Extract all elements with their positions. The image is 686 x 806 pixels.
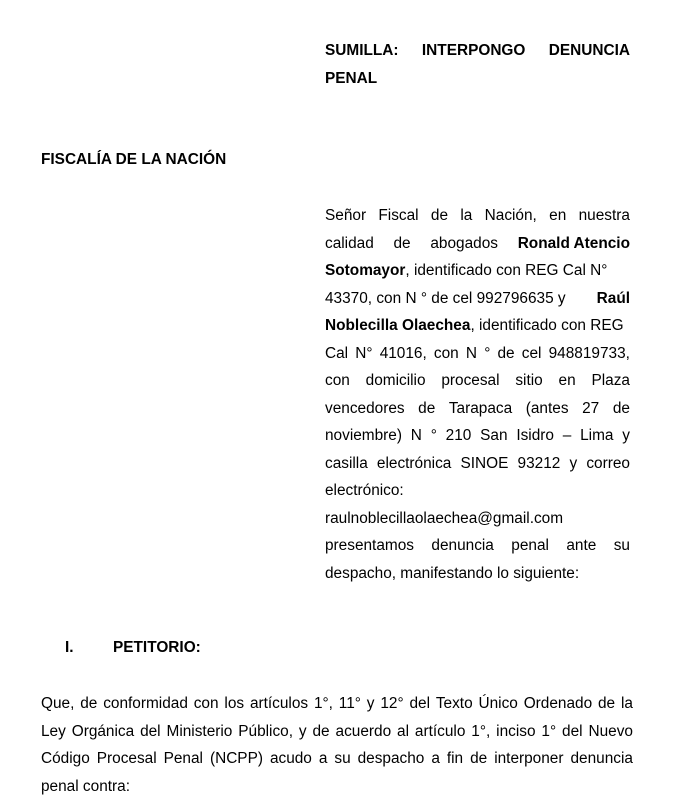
section-number: I. <box>65 639 74 656</box>
word: 41016, <box>379 344 427 362</box>
section-heading <box>65 636 201 660</box>
text-line <box>325 257 630 285</box>
word: SUMILLA: <box>325 42 399 59</box>
word: con <box>325 372 350 389</box>
text: , identificado con REG <box>470 317 624 334</box>
lawyer-name: Ronald Atencio <box>517 234 630 252</box>
word: electrónica <box>376 454 452 472</box>
word: inciso <box>496 722 536 740</box>
word: calidad <box>325 234 374 252</box>
text-line <box>325 202 630 230</box>
word: artículos <box>249 695 309 712</box>
word: Señor <box>325 207 367 224</box>
text-line <box>325 532 630 560</box>
word: de <box>80 695 98 712</box>
section-title: PETITORIO: <box>113 639 201 656</box>
word: a <box>431 750 440 767</box>
word: su <box>334 750 351 767</box>
word: – <box>562 427 572 444</box>
addressee: FISCALÍA DE LA NACIÓN <box>41 151 227 168</box>
text-line: penal contra: <box>41 777 130 795</box>
word: Ministerio <box>166 722 233 740</box>
word: acudo <box>269 750 312 767</box>
word: Ley <box>41 722 66 740</box>
email-address: raulnoblecillaolaechea@gmail.com <box>325 509 564 527</box>
word: Nación, <box>484 207 537 224</box>
word: de <box>612 399 630 417</box>
word: del <box>140 722 161 740</box>
lawyer-name: Noblecilla Olaechea <box>325 317 471 334</box>
text-line: electrónico: <box>325 482 404 499</box>
word: Procesal <box>96 750 157 767</box>
word: presentamos <box>325 537 414 554</box>
word: Isidro <box>516 427 554 444</box>
text-line <box>41 718 633 746</box>
word: y <box>366 695 375 712</box>
text: , identificado con REG Cal N° <box>405 262 608 279</box>
word: (NCPP) <box>209 750 263 767</box>
word: del <box>562 722 583 740</box>
word: de <box>497 344 515 362</box>
word: Nuevo <box>588 722 633 740</box>
word: Cal <box>325 344 349 362</box>
word: ° <box>430 427 437 444</box>
word: Único <box>478 695 518 712</box>
sumilla-line <box>325 37 630 65</box>
text-line <box>325 340 630 368</box>
word: Tarapaca <box>448 399 513 417</box>
word: 1°, <box>471 722 491 740</box>
word: conformidad <box>103 695 188 712</box>
word: 210 <box>445 427 472 444</box>
word: Penal <box>163 750 203 767</box>
word: la <box>460 207 473 224</box>
lawyer-name: Sotomayor <box>325 262 406 279</box>
word: N° <box>355 344 373 362</box>
text-line <box>325 230 630 258</box>
word: los <box>224 695 245 712</box>
word: 12° <box>380 695 404 712</box>
word: su <box>613 537 630 554</box>
word: 948819733, <box>548 344 630 362</box>
word: denuncia <box>570 750 633 767</box>
word: Que, <box>41 695 75 712</box>
text-line <box>41 745 633 773</box>
word: Orgánica <box>71 722 135 740</box>
word: SINOE <box>460 454 509 472</box>
word: en <box>558 372 576 389</box>
lawyer-name: Raúl <box>596 289 630 307</box>
word: con <box>193 695 219 712</box>
text: 43370, con N ° de cel 992796635 y <box>325 289 566 307</box>
word: N <box>410 427 422 444</box>
word: del <box>409 695 430 712</box>
word: y <box>622 427 630 444</box>
text-line <box>41 690 633 718</box>
word: Público, <box>238 722 294 740</box>
text-line <box>325 395 630 423</box>
word: cel <box>521 344 542 362</box>
text-line <box>325 285 630 313</box>
word: N <box>465 344 478 362</box>
word: 27 <box>582 399 600 417</box>
text-line <box>325 312 630 340</box>
word: San <box>480 427 508 444</box>
word: con <box>433 344 459 362</box>
text-line <box>325 450 630 478</box>
word: INTERPONGO <box>421 42 526 59</box>
word: interponer <box>494 750 564 767</box>
word: Texto <box>435 695 473 712</box>
word: de <box>470 750 488 767</box>
word: fin <box>446 750 464 767</box>
intro-paragraph <box>325 202 630 587</box>
word: penal <box>511 537 549 554</box>
word: Plaza <box>591 372 630 389</box>
word: noviembre) <box>325 427 402 444</box>
word: ante <box>566 537 597 554</box>
word: y <box>569 454 578 472</box>
word: Ordenado <box>523 695 593 712</box>
word: en <box>549 207 567 224</box>
word: (antes <box>525 399 569 417</box>
word: de <box>418 399 436 417</box>
word: de <box>393 234 411 252</box>
word: domicilio <box>365 372 426 389</box>
word: 1° <box>541 722 557 740</box>
petitorio-paragraph <box>41 690 633 800</box>
word: Lima <box>580 427 614 444</box>
word: Fiscal <box>378 207 419 224</box>
word: casilla <box>325 454 368 472</box>
word: al <box>397 722 410 740</box>
word: de <box>598 695 616 712</box>
word: de <box>312 722 330 740</box>
word: la <box>620 695 633 712</box>
word: ° <box>484 344 491 362</box>
text-line <box>325 367 630 395</box>
word: vencedores <box>325 399 405 417</box>
word: y <box>298 722 307 740</box>
word: 11° <box>338 695 361 712</box>
sumilla-line: PENAL <box>325 69 378 87</box>
word: acuerdo <box>335 722 392 740</box>
word: 93212 <box>517 454 561 472</box>
word: 1°, <box>313 695 333 712</box>
word: correo <box>586 454 630 472</box>
word: abogados <box>430 234 498 252</box>
word: procesal <box>441 372 500 389</box>
text-line <box>325 422 630 450</box>
text-line: despacho, manifestando lo siguiente: <box>325 564 580 582</box>
word: sitio <box>515 372 543 389</box>
sumilla <box>325 37 630 92</box>
word: artículo <box>414 722 466 740</box>
word: despacho <box>357 750 425 767</box>
word: a <box>318 750 328 767</box>
word: denuncia <box>431 537 494 554</box>
word: de <box>430 207 449 224</box>
word: DENUNCIA <box>548 42 630 59</box>
word: Código <box>41 750 90 767</box>
word: nuestra <box>578 207 630 224</box>
